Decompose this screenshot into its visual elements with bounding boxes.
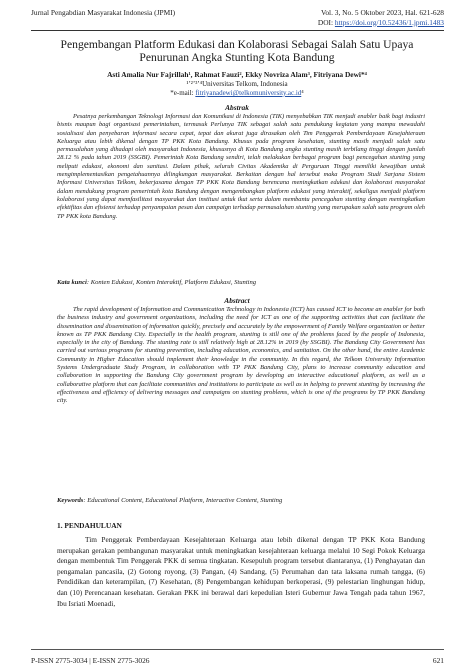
email-suffix: ⁴ — [301, 89, 304, 97]
kata-kunci-text: : Konten Edukasi, Konten Interaktif, Platform Edukasi, Stunting — [86, 279, 257, 286]
keywords-text: : Educational Content, Educational Platform, Interactive Content, Stunting — [83, 497, 283, 504]
abstrak-heading: Abstrak — [225, 103, 249, 112]
abstract-heading: Abstract — [224, 296, 250, 305]
journal-name: Jurnal Pengabdian Masyarakat Indonesia (JPMI) — [31, 8, 176, 17]
doi-prefix: DOI: — [317, 17, 335, 27]
section-body-pendahuluan: Tim Penggerak Pemberdayaan Kesejahteraan Keluarga atau lebih dikenal dengan TP PKK Kota Bandung merupakan gerakan pembangunan masyarakat untuk meningkatkan kesejahteraan keluarga melalui 10 Segi Pokok Keluarga dengan membentuk Tim Penggerak PKK di semua tingkatan. Kesepuluh program tersebut diantaranya, (1) Penghayatan dan pengamalan pancasila, (2) Gotong royong, (3) Pangan, (4) Sandang, (5) Perumahan dan tata laksana rumah tangga, (6) Pendidikan dan keterampilan, (7) Kesehatan, (8) Pengembangan kehidupan berkoperasi, (9) pelestarian linghungan hidup, dan (10) Perencanaan kesehatan. Gerakan PKK ini berawal dari kepedulian Isteri Gubernur Jawa Tengah pada tahun 1967, Ibu Isriati Moenadi, — [57, 535, 425, 608]
kata-kunci-line — [57, 279, 425, 286]
header-divider — [31, 30, 444, 31]
volume-info: Vol. 3, No. 5 Oktober 2023, Hal. 621-628 — [320, 8, 444, 17]
section-heading-pendahuluan: 1. PENDAHULUAN — [57, 521, 122, 530]
paper-title: Pengembangan Platform Edukasi dan Kolaborasi Sebagai Salah Satu Upaya Penurunan Angka Stunting Kota Bandung — [60, 38, 414, 65]
abstract-text: The rapid development of Information and Communication Technology in Indonesia (ICT) has caused ICT to become an enabler for both the business industry and government organizations, including the need for ICT as one of the supporting activities that can facilitate the dissemination and dissemination of information quickly, precisely and accurately by the empowerment of Family Welfare organization or better known as TP PKK Bandung City. Especially in the health program, stunting is still one of the problems faced by the people of Indonesia, especially in the city of Bandung. The stunting rate is still relatively high at 28.12% in 2019 (by SSGBI). The Bandung City Government has carried out various programs for stunting prevention, including education, economics, and sanitation. On the other hand, the entire Academic Community in Higher Education should implement their knowledge in the community. In this regard, the Telkom University Information Systems Undergraduate Study Program, in collaboration with TP PKK Bandung City, plans to increase community education and collaboration in supporting the Bandung City government program by developing an interactive educational platform, as well as a collaborative platform that can facilitate communities and institutions to participate as well as in helping to prevent stunting by increasing the effectiveness and efficiency of delivering messages and campaigns on stunting problems, which is one of the programs by TP PKK Bandung city. — [57, 306, 425, 405]
keywords-line — [57, 497, 425, 504]
kata-kunci-label: Kata kunci — [57, 279, 87, 286]
email-link[interactable]: fitriyanadewi@telkomuniversity.ac.id — [195, 89, 302, 97]
contact-email — [30, 89, 444, 97]
journal-issue-info — [318, 8, 444, 27]
issn-info: P-ISSN 2775-3034 | E-ISSN 2775-3026 — [31, 656, 150, 665]
page-number: 621 — [432, 656, 444, 665]
footer-divider — [31, 649, 444, 650]
abstrak-text: Pesatnya perkembangan Teknologi Informasi dan Komunikasi di Indonesia (TIK) menyebabkan TIK menjadi enabler baik bagi industri bisnis maupun bagi organisasi pemerintahan, termasuk Perlunya TIK sebagai salah satu pendukung kegiatan yang mampu mewadahi sosialisasi dan penyebaran informasi secara cepat, tepat dan akurat juga dirasakan oleh Tim Penggerak Pemberdayaan Kesejahteraan Keluarga atau lebih dikenal dengan TP PKK Kota Bandung. Khusus pada program kesehatan, stunting masih menjadi salah satu permasalahan yang dihadapi oleh masyarakat Indonesia, khususnya di Kota Bandung angka stunting masih terbilang tinggi dengan jumlah 28.12 % pada tahun 2019 (SSGBI). Pemerintah Kota Bandung sendiri, telah melakukan berbagai program bagi pencegahan stunting yang meliputi edukasi, ekonomi dan sanitasi. Dalam pihak, seluruh Civitas Akademika di Perguruan Tinggi memiliki kewajiban untuk mengimplementasikan pengetahuannya dilingkungan masyarakat. Berkaitan dengan hal tersebut maka Program Studi Sarjana Sistem Informasi Universitas Telkom, bekerjasama dengan TP PKK Kota Bandung berencana meningkatkan edukasi dan kolaborasi masyarakat dalam mendukung program pemerintah kota Bandung dengan mengembangkan platform edukasi yang interaktif, sekaligus menjadi platform kolaborasi yang dapat memfasilitasi masyarakat dan institusi untuk ikut serta dalam membantu pencegahan stunting dengan meningkatkan efektifitas dan efisiensi terhadap penyampaian pesan dan campaign terhadap permasalahan stunting yang merupakan salah satu program oleh TP PKK kota Bandung. — [57, 113, 425, 220]
keywords-label: Keywords — [57, 497, 84, 504]
doi-line — [318, 18, 444, 28]
doi-link[interactable]: https://doi.org/10.52436/1.jpmi.1483 — [334, 17, 444, 27]
affiliation: ¹ʼ²ʼ³ʼ⁴Universitas Telkom, Indonesia — [186, 80, 288, 88]
email-prefix: *e-mail: — [170, 89, 196, 97]
author-list: Asti Amalia Nur Fajrillah¹, Rahmat Fauzi², Ekky Novriza Alam³, Fitriyana Dewi*⁴ — [107, 70, 367, 79]
